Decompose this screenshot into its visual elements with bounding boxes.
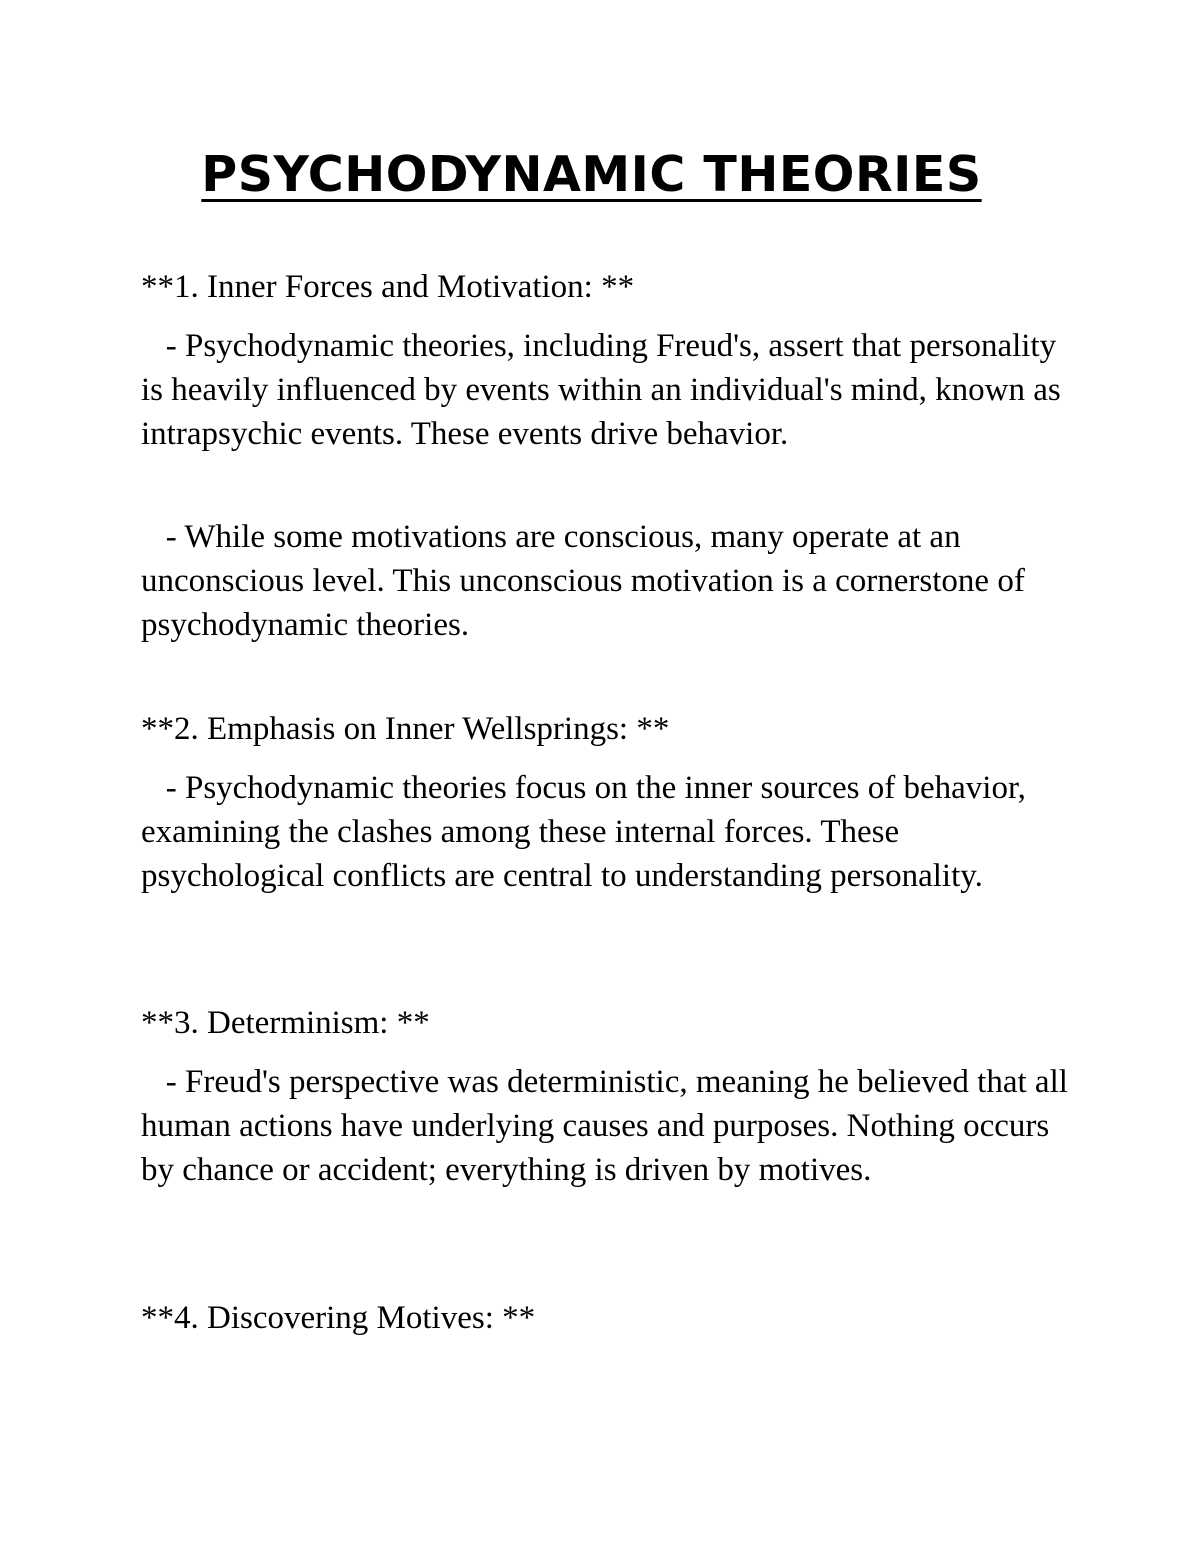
section-3-heading: **3. Determinism: **	[141, 1005, 430, 1041]
section-1-paragraph-2: - While some motivations are conscious, many operate at an unconscious level. This unconscious motivation is a cornerstone of psychodynamic theories.	[141, 519, 1034, 643]
document-title: PSYCHODYNAMIC THEORIES	[201, 146, 982, 203]
section-2-heading: **2. Emphasis on Inner Wellsprings: **	[141, 711, 670, 747]
section-2-paragraph-1: - Psychodynamic theories focus on the inner sources of behavior, examining the clashes among these internal forces. These psychological conflicts are central to understanding personality.	[141, 770, 1035, 894]
section-3-paragraph-1: - Freud's perspective was deterministic, meaning he believed that all human actions have underlying causes and purposes. Nothing occurs by chance or accident; everything is driven by motives.	[141, 1064, 1077, 1188]
section-1-paragraph-1: - Psychodynamic theories, including Freud's, assert that personality is heavily influenced by events within an individual's mind, known as intrapsychic events. These events drive behavior.	[141, 328, 1069, 452]
section-4-heading: **4. Discovering Motives: **	[141, 1300, 536, 1336]
section-1-heading: **1. Inner Forces and Motivation: **	[141, 269, 635, 305]
